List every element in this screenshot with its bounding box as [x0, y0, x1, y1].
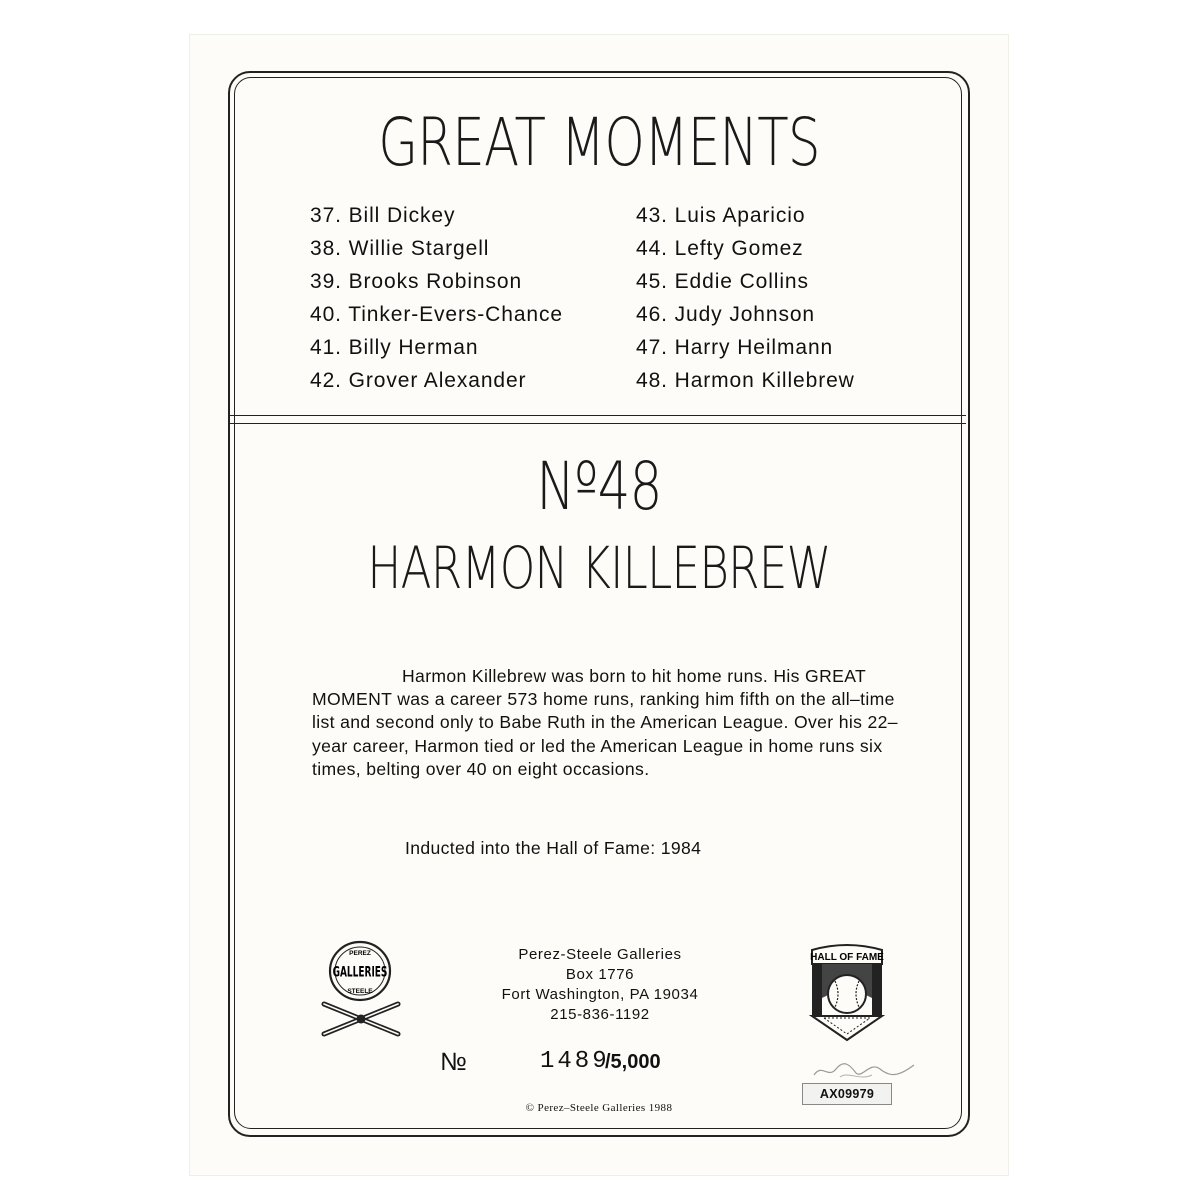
publisher-city: Fort Washington, PA 19034 — [501, 986, 699, 1003]
series-title: GREAT MOMENTS — [378, 104, 820, 181]
list-item: 37. Bill Dickey — [310, 204, 456, 227]
list-item: 42. Grover Alexander — [310, 369, 527, 392]
hall-of-fame-logo — [802, 938, 892, 1043]
biography — [312, 665, 902, 781]
list-item: 38. Willie Stargell — [310, 237, 490, 260]
perez-steele-galleries-logo — [318, 938, 403, 1043]
publisher-phone: 215-836-1192 — [550, 1006, 650, 1023]
trading-card-back — [190, 35, 1008, 1175]
svg-text:STEELE: STEELE — [347, 988, 373, 995]
list-item: 47. Harry Heilmann — [636, 336, 834, 359]
checklist-left — [310, 199, 563, 397]
svg-text:PEREZ: PEREZ — [349, 950, 371, 957]
card-number — [280, 447, 918, 527]
copyright-line: © Perez–Steele Galleries 1988 — [525, 1102, 673, 1114]
list-item: 41. Billy Herman — [310, 336, 479, 359]
list-item: 46. Judy Johnson — [636, 303, 816, 326]
publisher-box: Box 1776 — [565, 966, 635, 983]
list-item: 40. Tinker-Evers-Chance — [310, 303, 563, 326]
edition-prefix: № — [440, 1048, 468, 1076]
list-item: 44. Lefty Gomez — [636, 237, 804, 260]
publisher-address — [450, 945, 750, 1025]
list-item: 39. Brooks Robinson — [310, 270, 523, 293]
authentication-sticker: AX09979 — [802, 1083, 892, 1105]
list-item: 48. Harmon Killebrew — [636, 369, 855, 392]
signature — [810, 1055, 920, 1085]
edition-serial: 1489 — [540, 1048, 610, 1075]
hall-of-fame-emblem-icon — [802, 938, 892, 1043]
biography-text: Harmon Killebrew was born to hit home runs. His GREAT MOMENT was a career 573 home runs, ranking him fifth on the all–time list and second only to Babe Ruth in the American League. Over his 22–year career, Harmon tied or led the American League in home runs six times, belting over 40 on eight occasions. — [312, 666, 898, 779]
publisher-name: Perez-Steele Galleries — [518, 946, 682, 963]
signature-scribble-icon — [810, 1055, 920, 1085]
section-divider — [230, 423, 966, 424]
player-name: HARMON KILLEBREW — [367, 534, 831, 602]
induction-line: Inducted into the Hall of Fame: 1984 — [405, 838, 702, 858]
svg-text:GALLERIES: GALLERIES — [332, 963, 388, 980]
galleries-emblem-icon — [318, 938, 403, 1043]
number-prefix: Nº — [536, 448, 598, 525]
edition-total: /5,000 — [605, 1051, 661, 1073]
number-value: 48 — [597, 448, 662, 525]
section-divider — [230, 415, 966, 416]
svg-text:HALL OF FAME: HALL OF FAME — [810, 952, 884, 963]
list-item: 43. Luis Aparicio — [636, 204, 806, 227]
checklist-right — [636, 199, 855, 397]
list-item: 45. Eddie Collins — [636, 270, 809, 293]
